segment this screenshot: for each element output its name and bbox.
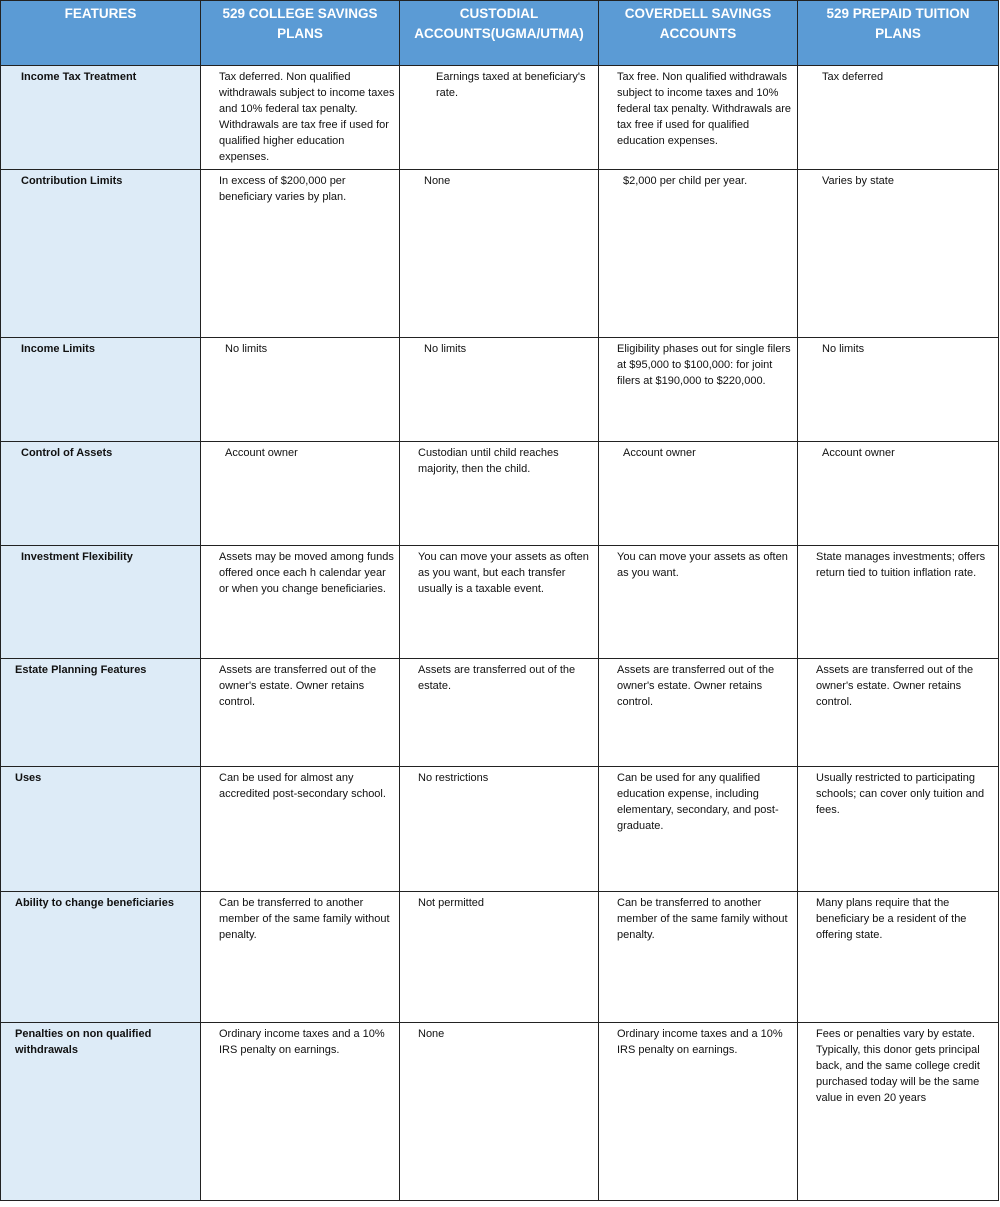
table-cell [599, 170, 798, 338]
cell-text: Assets are transferred out of the owner's estate. Owner retains control. [219, 664, 377, 708]
cell-text: Ordinary income taxes and a 10% IRS penalty on earnings. [219, 1028, 385, 1056]
table-row [1, 66, 999, 170]
cell-text: Custodian until child reaches majority, then the child. [418, 447, 559, 475]
cell-text: Can be used for any qualified education expense, including elementary, secondary, and post-graduate. [617, 772, 779, 832]
table-cell [201, 546, 400, 659]
table-cell [599, 338, 798, 442]
table-cell [201, 892, 400, 1023]
table-row [1, 892, 999, 1023]
table-cell [599, 659, 798, 767]
cell-text: Account owner [822, 447, 895, 459]
table-cell [599, 767, 798, 892]
cell-text: Earnings taxed at beneficiary's rate. [436, 71, 586, 99]
cell-text: Can be used for almost any accredited post-secondary school. [219, 772, 386, 800]
table-cell [400, 66, 599, 170]
cell-text: Can be transferred to another member of the same family without penalty. [219, 897, 390, 941]
cell-text: No limits [424, 343, 467, 355]
table-cell [400, 767, 599, 892]
header-529-prepaid-tuition: 529 PREPAID TUITION PLANS [798, 1, 999, 66]
cell-text: Can be transferred to another member of the same family without penalty. [617, 897, 788, 941]
cell-text: None [418, 1028, 445, 1040]
table-row [1, 338, 999, 442]
table-cell [201, 170, 400, 338]
table-cell [201, 1023, 400, 1201]
table-cell [201, 66, 400, 170]
table-cell [400, 892, 599, 1023]
cell-text: You can move your assets as often as you want. [617, 551, 788, 579]
table-row [1, 1023, 999, 1201]
cell-text: Account owner [225, 447, 298, 459]
cell-text: Usually restricted to participating schools; can cover only tuition and fees. [816, 772, 985, 816]
table-cell [798, 892, 999, 1023]
feature-label: Income Limits [21, 343, 95, 355]
cell-text: No restrictions [418, 772, 489, 784]
feature-label: Investment Flexibility [21, 551, 133, 563]
feature-label: Penalties on non qualified withdrawals [15, 1028, 152, 1056]
table-cell [201, 659, 400, 767]
feature-cell [1, 66, 201, 170]
cell-text: Many plans require that the beneficiary be a resident of the offering state. [816, 897, 967, 941]
cell-text: State manages investments; offers return tied to tuition inflation rate. [816, 551, 986, 579]
feature-label: Uses [15, 772, 42, 784]
feature-cell [1, 767, 201, 892]
feature-label: Income Tax Treatment [21, 71, 137, 83]
cell-text: Assets are transferred out of the estate. [418, 664, 576, 692]
cell-text: In excess of $200,000 per beneficiary varies by plan. [219, 175, 347, 203]
table-cell [400, 338, 599, 442]
table-cell [599, 66, 798, 170]
cell-text: You can move your assets as often as you want, but each transfer usually is a taxable event. [418, 551, 589, 595]
table-row [1, 546, 999, 659]
feature-cell [1, 892, 201, 1023]
table-cell [798, 546, 999, 659]
feature-cell [1, 659, 201, 767]
feature-cell [1, 546, 201, 659]
cell-text: No limits [225, 343, 268, 355]
table-row [1, 767, 999, 892]
header-features: FEATURES [1, 1, 201, 66]
cell-text: Tax free. Non qualified withdrawals subject to income taxes and 10% federal tax penalty. Withdrawals are tax free if used for qualified education expenses. [617, 71, 792, 147]
header-coverdell-savings: COVERDELL SAVINGS ACCOUNTS [599, 1, 798, 66]
feature-cell [1, 170, 201, 338]
feature-label: Ability to change beneficiaries [15, 897, 174, 909]
header-529-college-savings: 529 COLLEGE SAVINGS PLANS [201, 1, 400, 66]
feature-cell [1, 442, 201, 546]
cell-text: Assets may be moved among funds offered once each h calendar year or when you change beneficiaries. [219, 551, 394, 595]
table-row [1, 659, 999, 767]
table-cell [599, 546, 798, 659]
table-cell [798, 442, 999, 546]
table-row [1, 442, 999, 546]
cell-text: Ordinary income taxes and a 10% IRS penalty on earnings. [617, 1028, 783, 1056]
header-row [1, 1, 999, 66]
cell-text: Assets are transferred out of the owner's estate. Owner retains control. [816, 664, 974, 708]
cell-text: None [424, 175, 451, 187]
feature-label: Estate Planning Features [15, 664, 147, 676]
cell-text: No limits [822, 343, 865, 355]
cell-text: Fees or penalties vary by estate. Typically, this donor gets principal back, and the same college credit purchased today will be the same value in even 20 years [816, 1028, 980, 1104]
feature-label: Control of Assets [21, 447, 113, 459]
table-cell [798, 170, 999, 338]
cell-text: Eligibility phases out for single filers at $95,000 to $100,000: for joint filers at $190,000 to $220,000. [617, 343, 791, 387]
table-row [1, 170, 999, 338]
table-cell [798, 338, 999, 442]
table-cell [599, 892, 798, 1023]
table-cell [798, 1023, 999, 1201]
cell-text: Varies by state [822, 175, 894, 187]
table-cell [798, 66, 999, 170]
table-cell [400, 546, 599, 659]
table-cell [400, 1023, 599, 1201]
table-cell [201, 767, 400, 892]
table-cell [400, 442, 599, 546]
feature-cell [1, 1023, 201, 1201]
cell-text: Assets are transferred out of the owner's estate. Owner retains control. [617, 664, 775, 708]
table-cell [798, 767, 999, 892]
header-custodial-accounts: CUSTODIAL ACCOUNTS(UGMA/UTMA) [400, 1, 599, 66]
feature-cell [1, 338, 201, 442]
cell-text: Account owner [623, 447, 696, 459]
table-cell [599, 442, 798, 546]
cell-text: $2,000 per child per year. [623, 175, 748, 187]
table-cell [201, 442, 400, 546]
cell-text: Tax deferred. Non qualified withdrawals subject to income taxes and 10% federal tax penalty. Withdrawals are tax free if used for qualified higher education expenses. [219, 71, 395, 163]
cell-text: Tax deferred [822, 71, 884, 83]
table-cell [798, 659, 999, 767]
table-cell [201, 338, 400, 442]
table-cell [599, 1023, 798, 1201]
cell-text: Not permitted [418, 897, 485, 909]
feature-label: Contribution Limits [21, 175, 123, 187]
table-cell [400, 170, 599, 338]
table-cell [400, 659, 599, 767]
